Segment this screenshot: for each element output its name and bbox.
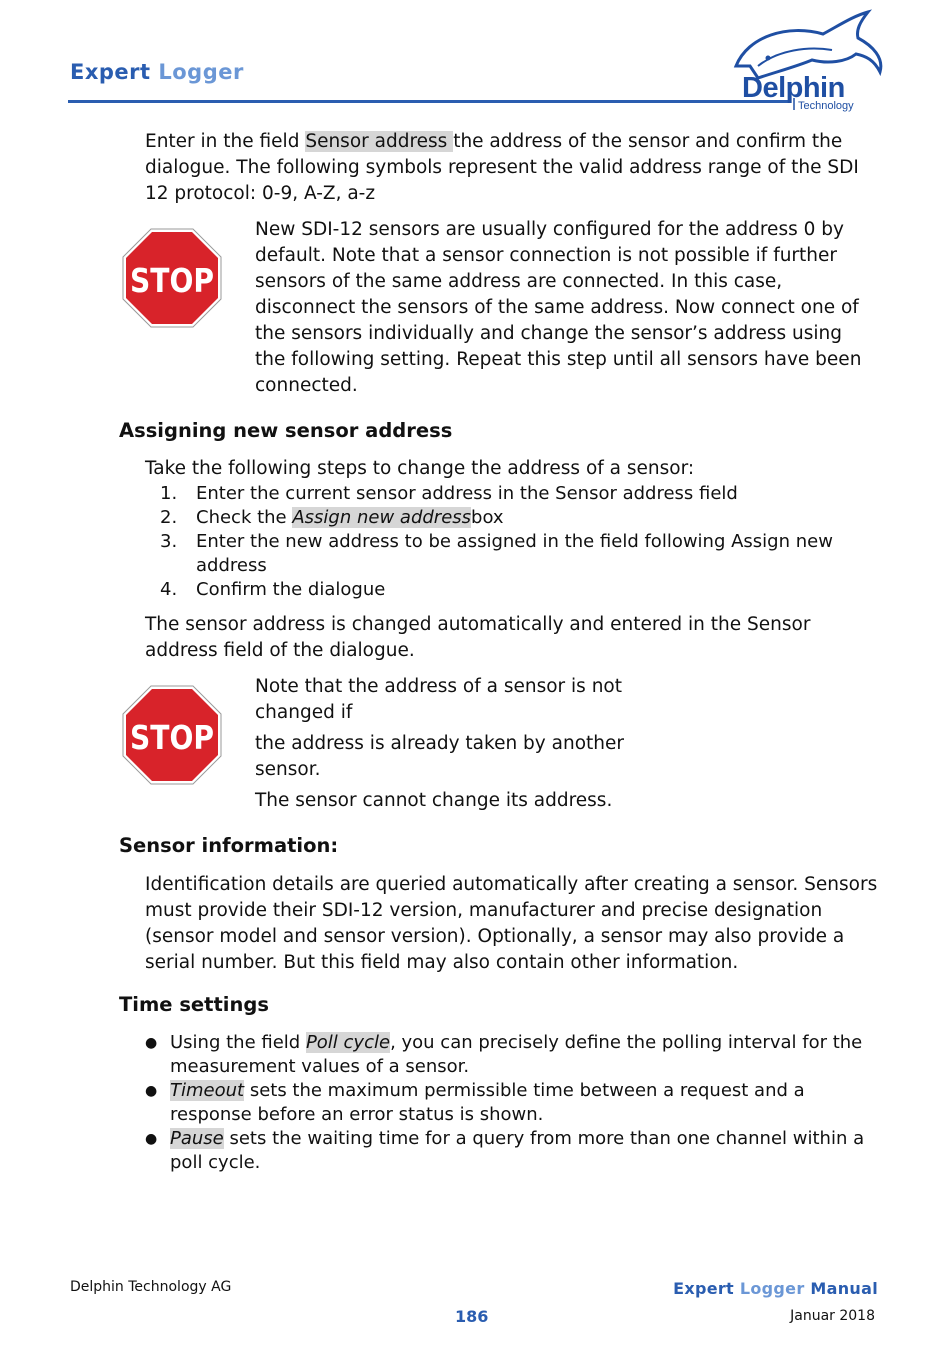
- assign-result: The sensor address is changed automatically and entered in the Sensor address field of the dialogue.: [145, 614, 811, 661]
- intro-text-before: Enter in the field: [145, 131, 306, 152]
- footer-date: Januar 2018: [790, 1308, 875, 1324]
- list-item: [160, 482, 860, 506]
- logo-subtitle: Technology: [798, 100, 854, 112]
- stop-sign-icon: [122, 228, 222, 328]
- delphin-logo: [728, 6, 888, 116]
- header-title: [70, 60, 244, 84]
- step-text: Enter the current sensor address in the Sensor address field: [196, 483, 738, 504]
- sensor-address-field-ref: Sensor address: [305, 131, 454, 152]
- assign-steps-list: [160, 482, 860, 602]
- intro-paragraph: [145, 129, 880, 207]
- heading-assigning: Assigning new sensor address: [119, 419, 453, 442]
- step-number: 3.: [160, 531, 178, 552]
- list-item: [160, 578, 860, 602]
- poll-cycle-field-ref: Poll cycle: [305, 1032, 391, 1053]
- footer-manual-logger: Logger: [739, 1279, 805, 1298]
- item-text-after: sets the waiting time for a query from more than one channel within a poll cycle.: [170, 1128, 865, 1173]
- step-text-after: box: [471, 507, 504, 528]
- step-number: 2.: [160, 507, 178, 528]
- bullet-icon: ●: [145, 1035, 158, 1051]
- header-title-logger: Logger: [158, 60, 244, 84]
- pause-field-ref: Pause: [170, 1128, 224, 1149]
- stop-sign-icon: [122, 685, 222, 785]
- heading-time-settings: Time settings: [119, 993, 269, 1016]
- step-text-before: Check the: [196, 507, 293, 528]
- page-number: 186: [455, 1307, 489, 1326]
- list-item: [145, 1079, 875, 1127]
- list-item: [160, 506, 860, 530]
- stop-note-2-line3: The sensor cannot change its address.: [255, 790, 613, 811]
- step-text: Confirm the dialogue: [196, 579, 386, 600]
- item-text-before: Using the field: [170, 1032, 306, 1053]
- time-settings-list: [145, 1031, 875, 1175]
- header-title-expert: Expert: [70, 60, 151, 84]
- list-item: [160, 530, 860, 578]
- stop-note-1: New SDI-12 sensors are usually configured for the address 0 by default. Note that a sensor connection is not possible if further sensors of the same address are connected. In this case, disconnect the sensors of the same address. Now connect one of the sensors individually and change the sensor’s address using the following setting. Repeat this step until all sensors have been connected.: [255, 219, 862, 396]
- item-text-after: sets the maximum permissible time between a request and a response before an error status is shown.: [170, 1080, 805, 1125]
- footer-manual-expert: Expert: [673, 1279, 735, 1298]
- stop-note-2-line1: Note that the address of a sensor is not changed if: [255, 676, 623, 723]
- logo-wordmark: Delphin: [742, 72, 845, 104]
- footer-manual-title: [673, 1279, 878, 1298]
- assign-new-address-field-ref: Assign new address: [292, 507, 472, 528]
- footer-company: Delphin Technology AG: [70, 1279, 232, 1295]
- step-number: 1.: [160, 483, 178, 504]
- list-item: [145, 1127, 875, 1175]
- bullet-icon: ●: [145, 1083, 158, 1099]
- sensor-info-paragraph: Identification details are queried automatically after creating a sensor. Sensors must provide their SDI-12 version, manufacturer and precise designation (sensor model and sensor version). Optionally, a sensor may also provide a serial number. But this field may also contain other information.: [145, 874, 878, 973]
- svg-text:STOP: STOP: [130, 718, 214, 757]
- list-item: [145, 1031, 875, 1079]
- footer-manual-manual: Manual: [810, 1279, 878, 1298]
- stop-note-2-line2: the address is already taken by another sensor.: [255, 733, 624, 780]
- assign-lead: Take the following steps to change the address of a sensor:: [145, 458, 695, 479]
- step-number: 4.: [160, 579, 178, 600]
- heading-sensor-information: Sensor information:: [119, 834, 339, 857]
- item-text-after: , you can precisely define the polling interval for the measurement values of a sensor.: [170, 1032, 863, 1077]
- timeout-field-ref: Timeout: [170, 1080, 245, 1101]
- step-text: Enter the new address to be assigned in the field following Assign new address: [196, 531, 833, 576]
- header-rule: [68, 100, 788, 103]
- intro-text-after: the address of the sensor and confirm the dialogue. The following symbols represent the valid address range of the SDI 12 protocol: 0-9, A-Z, a-z: [145, 131, 859, 204]
- bullet-icon: ●: [145, 1131, 158, 1147]
- svg-text:STOP: STOP: [130, 261, 214, 300]
